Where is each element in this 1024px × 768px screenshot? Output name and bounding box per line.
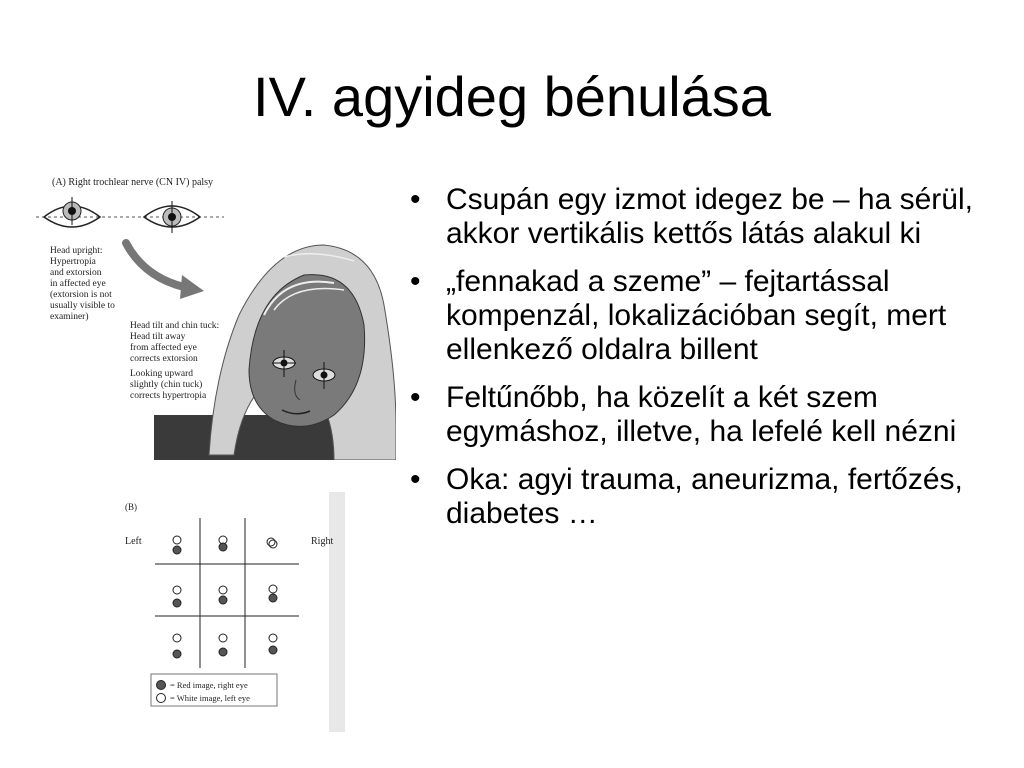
curved-arrow-icon <box>126 243 204 299</box>
figure-a-caption: (A) Right trochlear nerve (CN IV) palsy <box>52 177 214 188</box>
bullet-text: Oka: agyi trauma, aneurizma, fertőzés, diabetes … <box>446 463 963 530</box>
figure-a-right-note <box>130 321 219 401</box>
slide-title: IV. agyideg bénulása <box>253 65 771 128</box>
bullet-item <box>408 463 1008 531</box>
grid-left-label: Left <box>125 536 142 547</box>
bullet-item <box>408 265 1008 367</box>
bullet-marker: • <box>410 381 421 414</box>
figure-a-left-note <box>50 246 115 322</box>
head-tilt-figure <box>34 165 396 460</box>
svg-text:Head upright:: Head upright: <box>50 246 103 256</box>
svg-text:corrects hypertropia: corrects hypertropia <box>130 391 207 401</box>
svg-text:and extorsion: and extorsion <box>50 268 102 278</box>
svg-text:Head tilt and chin tuck:: Head tilt and chin tuck: <box>130 321 220 331</box>
diplopia-grid-figure <box>115 492 345 732</box>
grid-legend <box>151 674 277 706</box>
bullet-marker: • <box>410 463 421 496</box>
bullet-item <box>408 183 1008 251</box>
bullet-text: „fennakad a szeme” – fejtartással kompenzál, lokalizációban segít, mert ellenkező oldalra billent <box>446 265 947 366</box>
svg-text:Looking upward: Looking upward <box>130 369 194 379</box>
svg-text:(extorsion is not: (extorsion is not <box>50 290 112 300</box>
svg-text:from affected eye: from affected eye <box>130 343 197 353</box>
svg-text:= White image, left eye: = White image, left eye <box>170 693 250 703</box>
svg-text:examiner): examiner) <box>50 312 89 322</box>
svg-text:corrects extorsion: corrects extorsion <box>130 354 198 364</box>
eye-diagram-icon <box>36 197 224 233</box>
svg-text:Head tilt away: Head tilt away <box>130 332 186 342</box>
gaze-position-markers <box>173 536 277 658</box>
svg-text:Hypertropia: Hypertropia <box>50 257 96 267</box>
bullet-list <box>408 183 1008 545</box>
svg-text:in affected eye: in affected eye <box>50 279 106 289</box>
bullet-marker: • <box>410 183 421 216</box>
grid-right-label: Right <box>311 536 334 547</box>
svg-text:slightly (chin tuck): slightly (chin tuck) <box>130 380 203 390</box>
bullet-marker: • <box>410 265 421 298</box>
svg-text:usually visible to: usually visible to <box>50 301 115 311</box>
svg-text:= Red image, right eye: = Red image, right eye <box>170 680 248 690</box>
bullet-item <box>408 381 1008 449</box>
bullet-text: Csupán egy izmot idegez be – ha sérül, akkor vertikális kettős látás alakul ki <box>446 183 973 250</box>
bullet-text: Feltűnőbb, ha közelít a két szem egymáshoz, illetve, ha lefelé kell nézni <box>446 381 957 448</box>
figure-b-label: (B) <box>125 502 137 512</box>
